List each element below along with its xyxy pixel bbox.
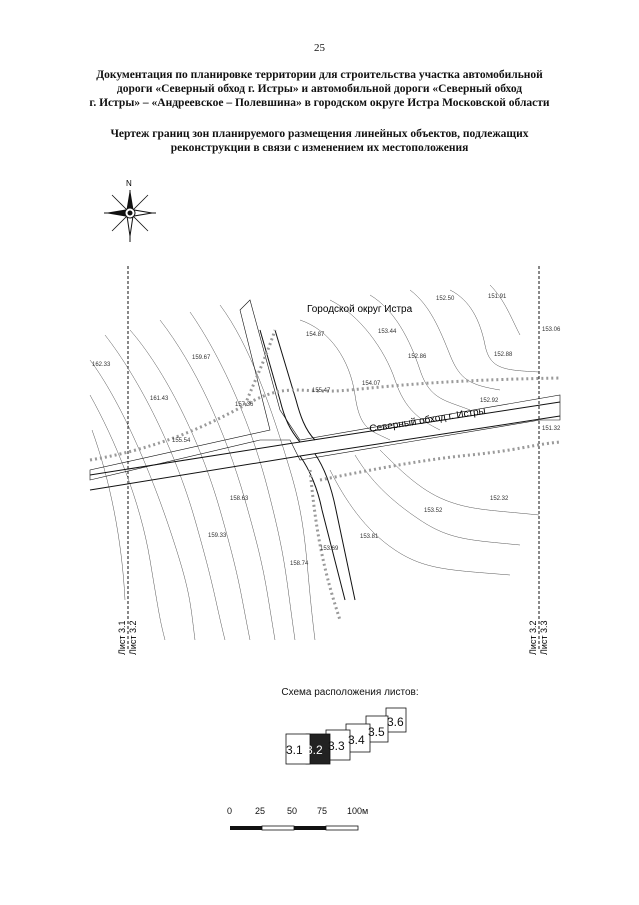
elevation-mark: 157.36: [235, 402, 254, 408]
drawing-subtitle: [40, 127, 599, 155]
contour-lines: [90, 285, 539, 640]
pipelines: [90, 330, 560, 620]
scale-label: 100м: [347, 806, 369, 816]
north-compass-icon: [104, 190, 156, 242]
elevation-mark: 151.91: [488, 294, 507, 300]
elevation-mark: 159.33: [208, 533, 227, 539]
sheet-label-left-a: Лист 3.1: [117, 620, 127, 655]
scheme-sheet-label: 3.2: [306, 743, 323, 757]
elevation-mark: 154.87: [306, 332, 325, 338]
elevation-mark: 158.63: [230, 496, 249, 502]
elevation-mark: 152.50: [436, 296, 455, 302]
elevation-mark: 152.32: [490, 496, 509, 502]
elevation-mark: 151.32: [542, 426, 561, 432]
title-line-3: г. Истры» – «Андреевское – Полевшина» в городском округе Истра Московской области: [89, 97, 550, 109]
district-label: Городской округ Истра: [307, 304, 413, 315]
map-drawing: [0, 170, 639, 670]
elevation-mark: 152.88: [494, 352, 513, 358]
sheet-label-right-a: Лист 3.2: [528, 620, 538, 655]
elevation-mark: 161.43: [150, 396, 169, 402]
elevation-mark: 152.92: [480, 398, 499, 404]
elevation-mark: 152.86: [408, 354, 427, 360]
elevation-mark: 153.44: [378, 329, 397, 335]
elevation-mark: 162.33: [92, 362, 111, 368]
elevation-mark: 153.81: [360, 534, 379, 540]
scale-bar: [228, 822, 368, 834]
elevation-mark: 159.67: [192, 355, 211, 361]
page-number: 25: [314, 42, 325, 54]
elevation-mark: 155.54: [172, 438, 191, 444]
scheme-sheet-label: 3.5: [368, 725, 385, 739]
scheme-sheet-label: 3.1: [286, 743, 303, 757]
document-title: [40, 68, 599, 110]
sheet-scheme: [280, 700, 410, 770]
main-road: [90, 330, 560, 600]
elevation-mark: 153.06: [542, 327, 561, 333]
scheme-title: Схема расположения листов:: [281, 687, 419, 698]
scale-label: 0: [227, 806, 233, 816]
subtitle-line-1: Чертеж границ зон планируемого размещения линейных объектов, подлежащих: [110, 128, 529, 140]
subtitle-line-2: реконструкции в связи с изменением их местоположения: [170, 142, 469, 154]
scale-label: 50: [287, 806, 298, 816]
elevation-mark: 153.52: [424, 508, 443, 514]
road-label: Северный обход г. Истры: [368, 405, 487, 435]
elevation-mark: 153.69: [320, 546, 339, 552]
scale-label: 25: [255, 806, 266, 816]
scheme-sheet-label: 3.6: [387, 715, 404, 729]
north-label: N: [126, 179, 132, 188]
scheme-sheet-label: 3.4: [348, 733, 365, 747]
scheme-sheet-label: 3.3: [328, 739, 345, 753]
elevation-mark: 158.74: [290, 561, 309, 567]
title-line-1: Документация по планировке территории для строительства участка автомобильной: [96, 69, 543, 81]
scale-label: 75: [317, 806, 328, 816]
title-line-2: дороги «Северный обход г. Истры» и автомобильной дороги «Северный обход: [116, 83, 523, 95]
sheet-label-right-b: Лист 3.3: [539, 620, 549, 655]
elevation-mark: 154.07: [362, 381, 381, 387]
sheet-label-left-b: Лист 3.2: [128, 620, 138, 655]
elevation-mark: 155.47: [312, 388, 331, 394]
